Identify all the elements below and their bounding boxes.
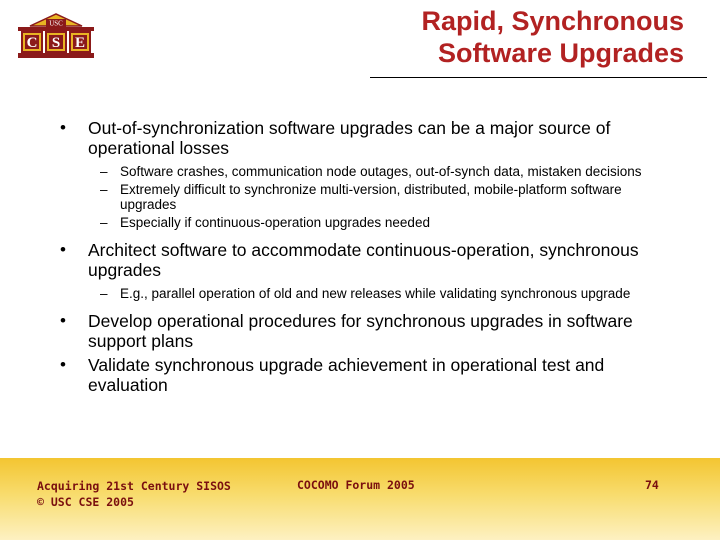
bullet-dot: • bbox=[60, 240, 66, 259]
sub-bullet bbox=[90, 182, 678, 212]
logo-letter-s: S bbox=[51, 35, 61, 51]
footer-course-title: Acquiring 21st Century SISOS bbox=[37, 479, 231, 493]
logo-caption: USC bbox=[49, 19, 63, 28]
sub-bullet-dash: – bbox=[100, 182, 108, 197]
footer-event: COCOMO Forum 2005 bbox=[297, 478, 415, 492]
logo-letter-e: E bbox=[74, 35, 86, 51]
bullet-2 bbox=[58, 240, 678, 301]
bullet-text: Develop operational procedures for synchronous upgrades in software support plans bbox=[88, 311, 633, 351]
bullet-dot: • bbox=[60, 118, 66, 137]
usc-cse-logo bbox=[16, 12, 96, 60]
slide-title-line-2: Software Upgrades bbox=[437, 38, 684, 68]
bullet-text: Validate synchronous upgrade achievement in operational test and evaluation bbox=[88, 355, 605, 395]
bullet-text: Out-of-synchronization software upgrades can be a major source of operational losses bbox=[88, 118, 611, 158]
footer-copyright: © USC CSE 2005 bbox=[37, 495, 134, 509]
slide-footer bbox=[0, 458, 720, 540]
slide-body bbox=[58, 118, 678, 405]
sub-bullet-list bbox=[88, 286, 678, 301]
bullet-4 bbox=[58, 355, 678, 395]
slide-title bbox=[264, 5, 684, 69]
logo-letter-c: C bbox=[26, 35, 38, 51]
bullet-text: Architect software to accommodate continuous-operation, synchronous upgrades bbox=[88, 240, 639, 280]
sub-bullet-text: Software crashes, communication node outages, out-of-synch data, mistaken decisions bbox=[120, 164, 642, 179]
title-underline bbox=[370, 77, 707, 78]
sub-bullet-dash: – bbox=[100, 286, 108, 301]
bullet-dot: • bbox=[60, 355, 66, 374]
sub-bullet-dash: – bbox=[100, 164, 108, 179]
bullet-3 bbox=[58, 311, 678, 351]
footer-left bbox=[37, 478, 231, 510]
page-number: 74 bbox=[645, 478, 659, 492]
sub-bullet bbox=[90, 286, 678, 301]
sub-bullet-text: E.g., parallel operation of old and new releases while validating synchronous upgrade bbox=[120, 286, 631, 301]
slide-title-line-1: Rapid, Synchronous bbox=[421, 6, 684, 36]
bullet-1 bbox=[58, 118, 678, 230]
logo-graphic bbox=[16, 12, 96, 60]
sub-bullet-text: Extremely difficult to synchronize multi-version, distributed, mobile-platform software upgrades bbox=[120, 182, 622, 212]
sub-bullet-dash: – bbox=[100, 215, 108, 230]
sub-bullet-text: Especially if continuous-operation upgrades needed bbox=[120, 215, 430, 230]
sub-bullet-list bbox=[88, 164, 678, 230]
sub-bullet bbox=[90, 215, 678, 230]
logo-top-beam bbox=[18, 27, 94, 31]
logo-bottom-beam bbox=[18, 53, 94, 58]
sub-bullet bbox=[90, 164, 678, 179]
bullet-dot: • bbox=[60, 311, 66, 330]
